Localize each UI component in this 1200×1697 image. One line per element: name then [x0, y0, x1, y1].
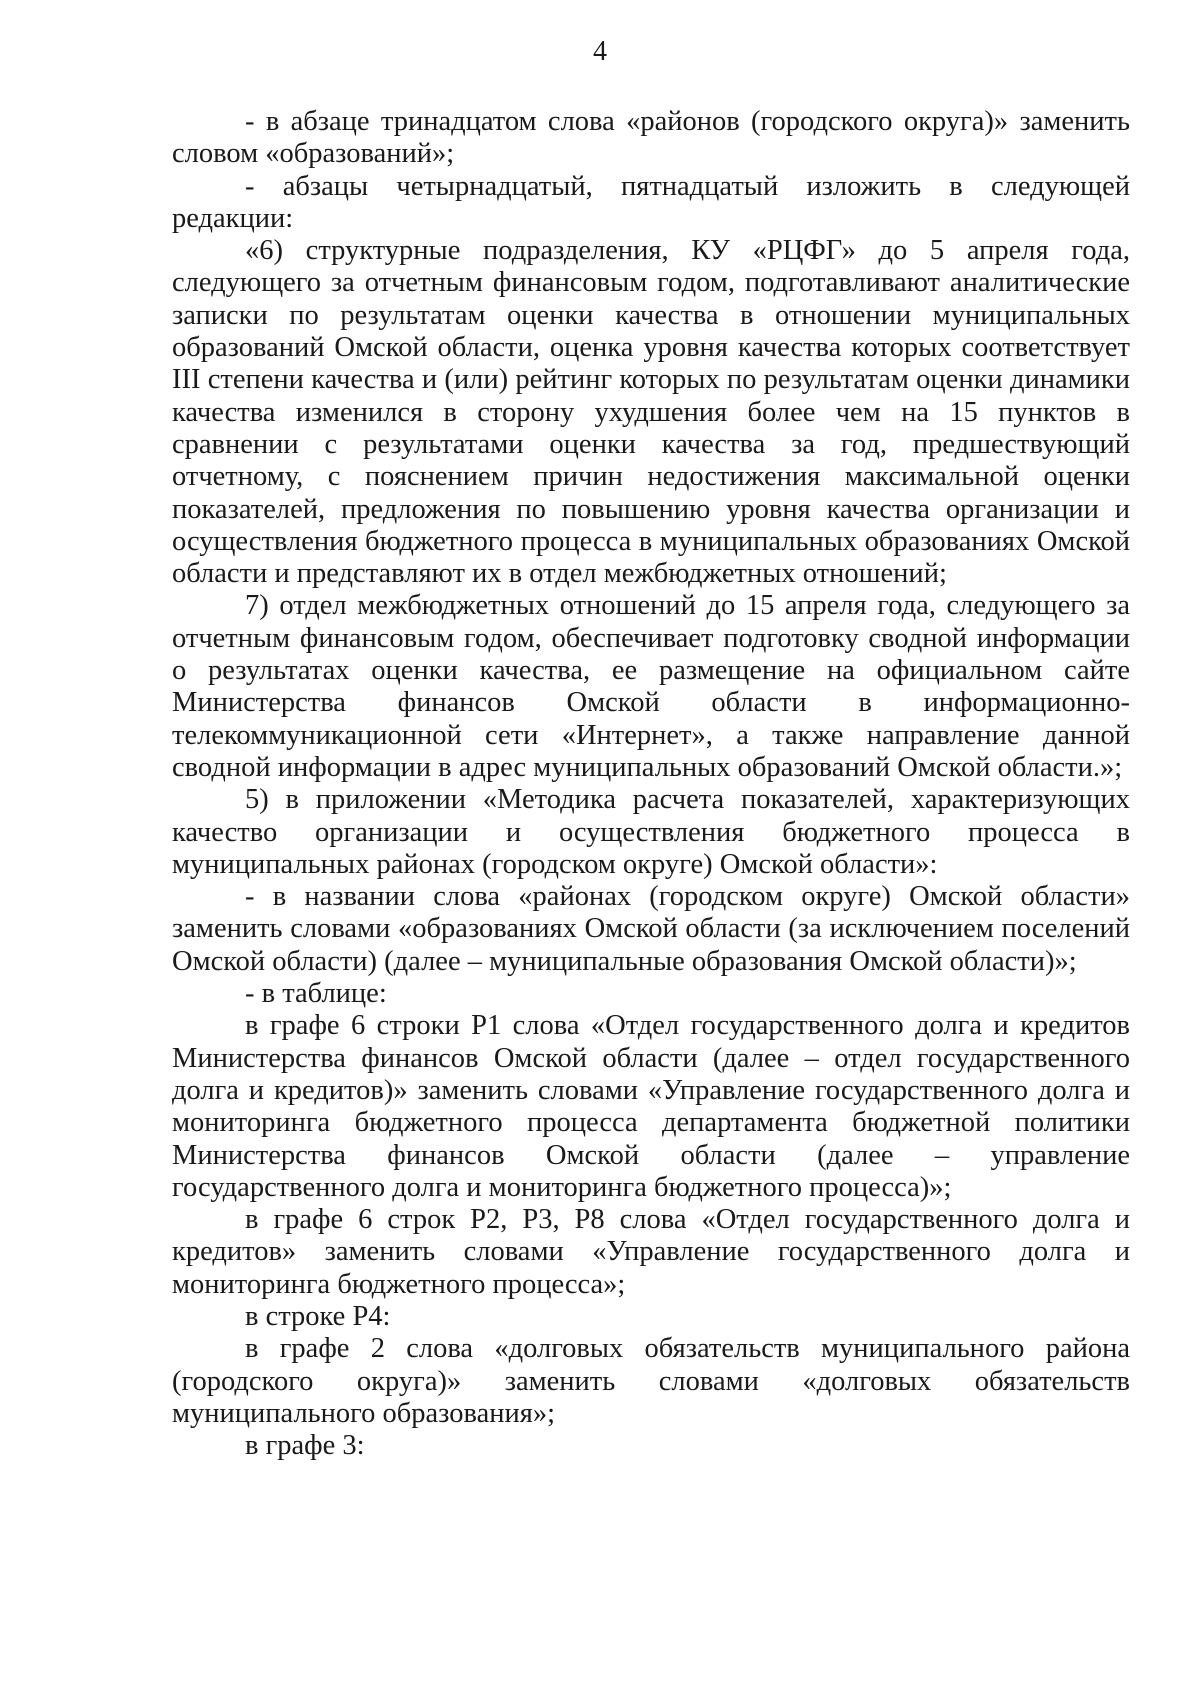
paragraph: 7) отдел межбюджетных отношений до 15 апреля года, следующего за отчетным финансовым годом, обеспечивает подготовку сводной информации о результатах оценки качества, ее размещение на официальном сайте Министерства финансов Омской области в информационно-телекоммуникационной сети «Интернет», а также направление данной сводной информации в адрес муниципальных образований Омской области.»; — [172, 590, 1130, 783]
paragraph: - в абзаце тринадцатом слова «районов (городского округа)» заменить словом «образований»; — [172, 106, 1130, 170]
document-body — [172, 106, 1130, 1462]
paragraph: 5) в приложении «Методика расчета показателей, характеризующих качество организации и осуществления бюджетного процесса в муниципальных районах (городском округе) Омской области»: — [172, 784, 1130, 880]
paragraph: в графе 2 слова «долговых обязательств муниципального района (городского округа)» заменить словами «долговых обязательств муниципального образования»; — [172, 1333, 1130, 1429]
paragraph: в графе 3: — [245, 1430, 365, 1462]
paragraph: в графе 6 строк Р2, Р3, Р8 слова «Отдел государственного долга и кредитов» заменить словами «Управление государственного долга и мониторинга бюджетного процесса»; — [172, 1204, 1130, 1300]
page-number: 4 — [593, 36, 607, 67]
paragraph: «6) структурные подразделения, КУ «РЦФГ» до 5 апреля года, следующего за отчетным финансовым годом, подготавливают аналитические записки по результатам оценки качества в отношении муниципальных образований Омской области, оценка уровня качества которых соответствует III степени качества и (или) рейтинг которых по результатам оценки динамики качества изменился в сторону ухудшения более чем на 15 пунктов в сравнении с результатами оценки качества за год, предшествующий отчетному, с пояснением причин недостижения максимальной оценки показателей, предложения по повышению уровня качества организации и осуществления бюджетного процесса в муниципальных образованиях Омской области и представляют их в отдел межбюджетных отношений; — [172, 235, 1130, 590]
paragraph: - в таблице: — [245, 978, 387, 1010]
paragraph: в строке Р4: — [245, 1300, 391, 1332]
paragraph: в графе 6 строки Р1 слова «Отдел государственного долга и кредитов Министерства финансов Омской области (далее – отдел государственного долга и кредитов)» заменить словами «Управление государственного долга и мониторинга бюджетного процесса департамента бюджетной политики Министерства финансов Омской области (далее – управление государственного долга и мониторинга бюджетного процесса)»; — [172, 1010, 1130, 1203]
paragraph: - абзацы четырнадцатый, пятнадцатый изложить в следующей редакции: — [172, 170, 1130, 234]
paragraph: - в названии слова «районах (городском округе) Омской области» заменить словами «образованиях Омской области (за исключением поселений Омской области) (далее – муниципальные образования Омской области)»; — [172, 881, 1130, 977]
